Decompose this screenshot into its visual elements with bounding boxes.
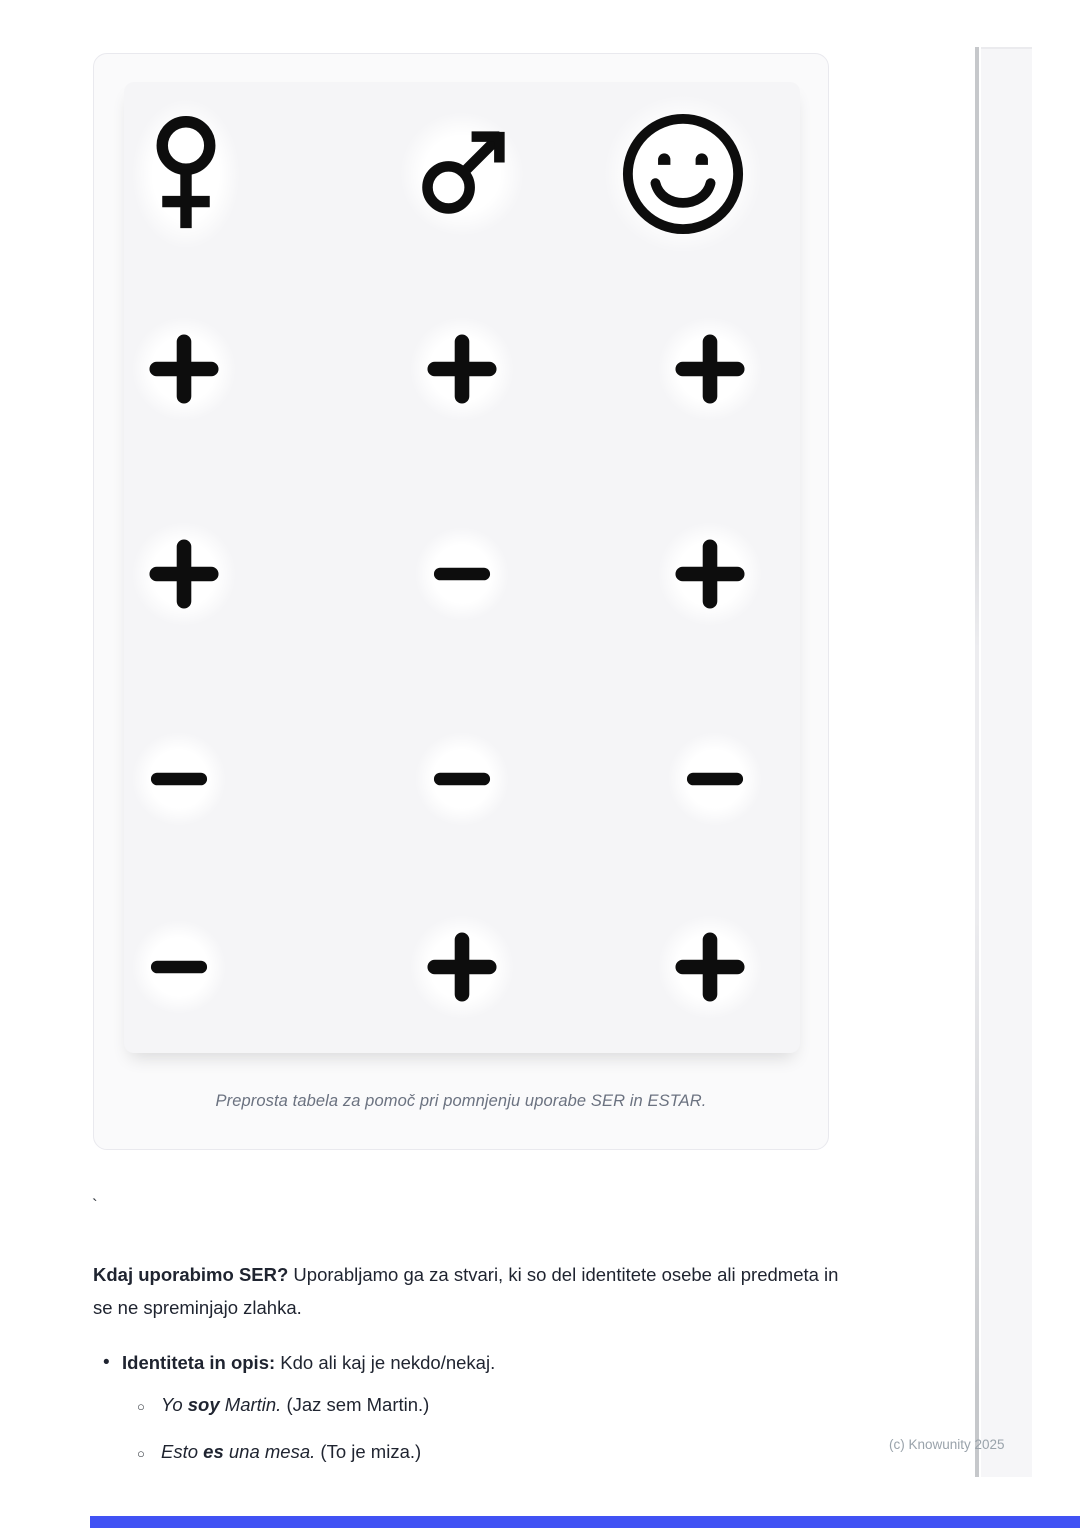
example-translation: (Jaz sem Martin.) (281, 1394, 430, 1415)
figure-caption-wrap (124, 1053, 798, 1149)
figure-caption: Preprosta tabela za pomoč pri pomnjenju uporabe SER in ESTAR. (215, 1091, 707, 1110)
plus-icon (132, 317, 236, 421)
example-es-pre: Yo (161, 1394, 188, 1415)
plus-icon (658, 522, 762, 626)
female-cell (124, 82, 349, 266)
plus-icon (658, 317, 762, 421)
minus-cell (349, 676, 574, 881)
list-item-label: Identiteta in opis: (122, 1352, 276, 1373)
example-es-verb: es (203, 1441, 224, 1462)
example-es-post: Martin. (219, 1394, 282, 1415)
minus-icon (415, 732, 509, 826)
minus-cell (124, 676, 349, 881)
minus-cell (124, 881, 349, 1053)
bottom-accent-bar (90, 1516, 1080, 1528)
example-item (137, 1391, 853, 1421)
vertical-scrollbar[interactable] (975, 47, 979, 1477)
plus-cell (124, 471, 349, 676)
minus-icon (668, 732, 762, 826)
bullet-list (93, 1349, 853, 1485)
female-icon (132, 99, 240, 249)
plus-cell (575, 266, 800, 471)
list-item-rest: Kdo ali kaj je nekdo/nekaj. (275, 1352, 496, 1373)
example-item (137, 1438, 853, 1468)
smiley-cell (575, 82, 800, 266)
intro-paragraph (93, 1258, 841, 1324)
plus-icon (658, 915, 762, 1019)
plus-cell (349, 881, 574, 1053)
bullet-disc-icon: • (103, 1352, 110, 1373)
example-sublist (137, 1391, 853, 1468)
right-page-edge-panel (981, 47, 1032, 1477)
smiley-icon (604, 95, 762, 253)
male-cell (349, 82, 574, 266)
intro-answer: Uporabljamo ga za stvari, ki so del identitete osebe ali predmeta in se ne spreminjajo zlahka. (93, 1264, 839, 1318)
minus-cell (575, 676, 800, 881)
plus-icon (132, 522, 236, 626)
minus-cell (349, 471, 574, 676)
list-item (93, 1349, 853, 1468)
bullet-circle-icon: ○ (137, 1446, 145, 1461)
figure-card (93, 53, 829, 1150)
ser-estar-table-image[interactable] (124, 82, 800, 1053)
minus-icon (132, 920, 226, 1014)
plus-cell (575, 471, 800, 676)
minus-icon (132, 732, 226, 826)
minus-icon (415, 527, 509, 621)
example-es-post: una mesa. (223, 1441, 316, 1462)
intro-question: Kdaj uporabimo SER? (93, 1264, 289, 1285)
stray-backtick: ` (92, 1196, 98, 1215)
example-text (161, 1391, 429, 1421)
bullet-circle-icon: ○ (137, 1399, 145, 1414)
plus-icon (410, 915, 514, 1019)
list-item-text (122, 1349, 495, 1377)
plus-cell (124, 266, 349, 471)
example-text (161, 1438, 421, 1468)
male-icon (400, 112, 524, 236)
example-es-verb: soy (187, 1394, 220, 1415)
example-es-pre: Esto (161, 1441, 204, 1462)
example-translation: (To je miza.) (315, 1441, 422, 1462)
copyright-watermark: (c) Knowunity 2025 (889, 1437, 1005, 1452)
plus-cell (349, 266, 574, 471)
plus-icon (410, 317, 514, 421)
plus-cell (575, 881, 800, 1053)
